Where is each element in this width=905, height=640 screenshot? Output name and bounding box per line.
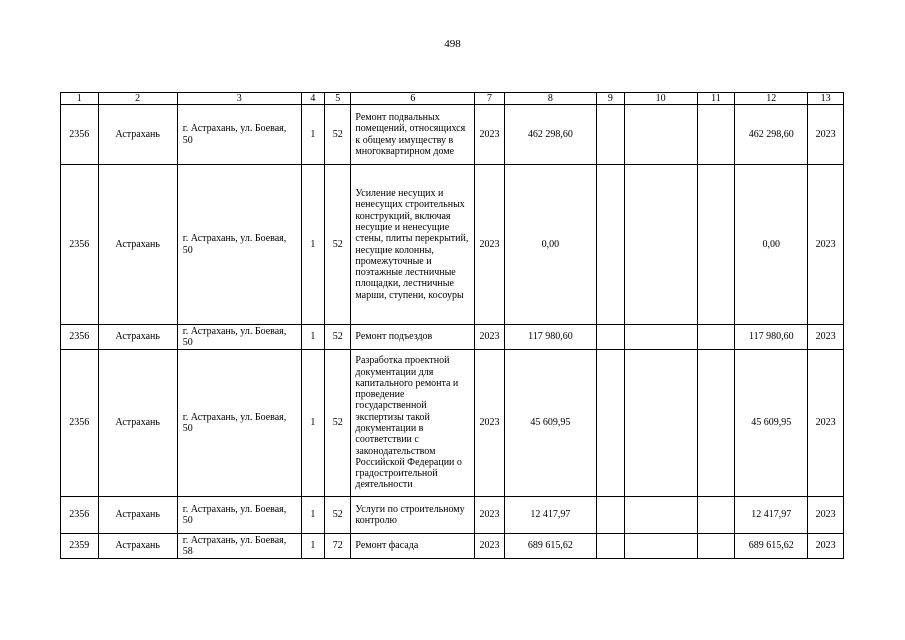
col-header: 3	[177, 93, 301, 105]
cell-col9	[597, 165, 624, 325]
cell-amount-total: 689 615,62	[735, 534, 808, 559]
cell-amount: 117 980,60	[504, 325, 596, 350]
cell-city: Астрахань	[98, 165, 177, 325]
cell-year-end: 2023	[808, 325, 844, 350]
cell-city: Астрахань	[98, 105, 177, 165]
table-row	[61, 105, 844, 165]
col-header: 6	[351, 93, 475, 105]
cell-work-type: Ремонт фасада	[351, 534, 475, 559]
cell-work-type: Ремонт подъездов	[351, 325, 475, 350]
cell-address: г. Астрахань, ул. Боевая, 50	[177, 497, 301, 534]
cell-col11	[697, 497, 735, 534]
cell-address: г. Астрахань, ул. Боевая, 50	[177, 165, 301, 325]
cell-year: 2023	[475, 534, 504, 559]
cell-id: 2359	[61, 534, 99, 559]
col-header: 11	[697, 93, 735, 105]
table-row	[61, 350, 844, 497]
cell-amount-total: 12 417,97	[735, 497, 808, 534]
cell-year-end: 2023	[808, 165, 844, 325]
cell-id: 2356	[61, 350, 99, 497]
cell-col10	[624, 105, 697, 165]
cell-amount: 45 609,95	[504, 350, 596, 497]
cell-col10	[624, 497, 697, 534]
cell-city: Астрахань	[98, 350, 177, 497]
cell-year: 2023	[475, 165, 504, 325]
cell-city: Астрахань	[98, 325, 177, 350]
page-number: 498	[444, 38, 461, 50]
cell-col4: 1	[301, 325, 324, 350]
col-header: 9	[597, 93, 624, 105]
cell-city: Астрахань	[98, 497, 177, 534]
col-header: 2	[98, 93, 177, 105]
cell-year-end: 2023	[808, 534, 844, 559]
col-header: 13	[808, 93, 844, 105]
cell-year: 2023	[475, 497, 504, 534]
table-row	[61, 497, 844, 534]
cell-year: 2023	[475, 350, 504, 497]
cell-address: г. Астрахань, ул. Боевая, 58	[177, 534, 301, 559]
cell-col11	[697, 105, 735, 165]
cell-col9	[597, 497, 624, 534]
cell-amount: 462 298,60	[504, 105, 596, 165]
cell-amount: 689 615,62	[504, 534, 596, 559]
cell-id: 2356	[61, 325, 99, 350]
cell-year: 2023	[475, 325, 504, 350]
cell-col10	[624, 165, 697, 325]
cell-amount-total: 45 609,95	[735, 350, 808, 497]
cell-id: 2356	[61, 105, 99, 165]
col-header: 4	[301, 93, 324, 105]
cell-col9	[597, 350, 624, 497]
cell-col5: 52	[325, 105, 351, 165]
cell-col4: 1	[301, 534, 324, 559]
cell-work-type: Усиление несущих и ненесущих строительных конструкций, включая несущие и ненесущие стены, плиты перекрытий, несущие колонны, промежуточные и поэтажные лестничные площадки, лестничные марши, ступени, косоуры	[351, 165, 475, 325]
cell-col9	[597, 325, 624, 350]
cell-year: 2023	[475, 105, 504, 165]
cell-col5: 52	[325, 325, 351, 350]
table-row	[61, 165, 844, 325]
cell-address: г. Астрахань, ул. Боевая, 50	[177, 105, 301, 165]
cell-col11	[697, 350, 735, 497]
cell-col11	[697, 534, 735, 559]
cell-year-end: 2023	[808, 350, 844, 497]
cell-col4: 1	[301, 165, 324, 325]
cell-amount-total: 117 980,60	[735, 325, 808, 350]
column-number-row	[61, 93, 844, 105]
cell-amount: 12 417,97	[504, 497, 596, 534]
cell-city: Астрахань	[98, 534, 177, 559]
cell-col9	[597, 534, 624, 559]
cell-col10	[624, 325, 697, 350]
col-header: 5	[325, 93, 351, 105]
cell-id: 2356	[61, 497, 99, 534]
cell-year-end: 2023	[808, 105, 844, 165]
cell-col9	[597, 105, 624, 165]
cell-address: г. Астрахань, ул. Боевая, 50	[177, 350, 301, 497]
col-header: 1	[61, 93, 99, 105]
cell-col5: 52	[325, 497, 351, 534]
cell-col11	[697, 165, 735, 325]
cell-col5: 52	[325, 165, 351, 325]
table-row	[61, 325, 844, 350]
cell-amount-total: 462 298,60	[735, 105, 808, 165]
cell-col4: 1	[301, 105, 324, 165]
table-row	[61, 534, 844, 559]
cell-col11	[697, 325, 735, 350]
cell-work-type: Ремонт подвальных помещений, относящихся к общему имуществу в многоквартирном доме	[351, 105, 475, 165]
cell-col10	[624, 534, 697, 559]
col-header: 8	[504, 93, 596, 105]
cell-work-type: Услуги по строительному контролю	[351, 497, 475, 534]
cell-amount: 0,00	[504, 165, 596, 325]
cell-work-type: Разработка проектной документации для капитального ремонта и проведение государственной экспертизы такой документации в соответствии с законодательством Российской Федерации о градостроительной деятельности	[351, 350, 475, 497]
cell-address: г. Астрахань, ул. Боевая, 50	[177, 325, 301, 350]
col-header: 7	[475, 93, 504, 105]
cell-col5: 72	[325, 534, 351, 559]
cell-col4: 1	[301, 350, 324, 497]
col-header: 12	[735, 93, 808, 105]
cell-col5: 52	[325, 350, 351, 497]
cell-col4: 1	[301, 497, 324, 534]
capital-repair-table	[60, 92, 844, 559]
cell-col10	[624, 350, 697, 497]
cell-amount-total: 0,00	[735, 165, 808, 325]
cell-year-end: 2023	[808, 497, 844, 534]
col-header: 10	[624, 93, 697, 105]
cell-id: 2356	[61, 165, 99, 325]
